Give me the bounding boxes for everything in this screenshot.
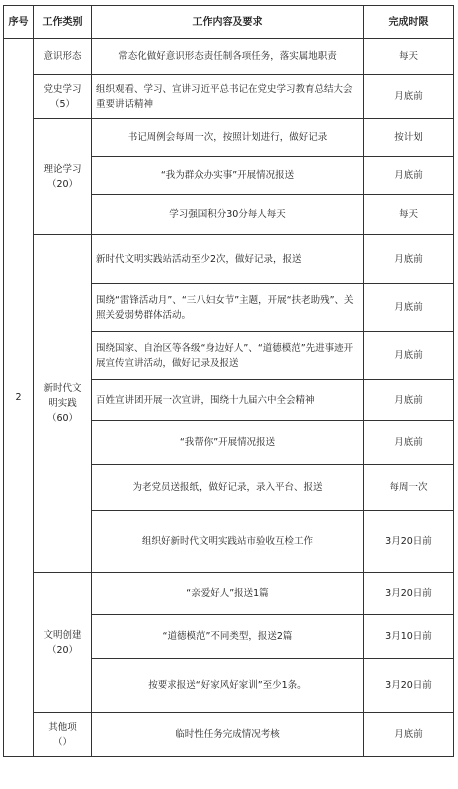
content-cell: 为老党员送报纸，做好记录，录入平台、报送 bbox=[92, 465, 364, 511]
content-cell: 常态化做好意识形态责任制各项任务，落实属地职责 bbox=[92, 39, 364, 75]
deadline-cell: 3月20日前 bbox=[364, 511, 454, 573]
header-row bbox=[4, 6, 454, 39]
category-party-history: 党史学习 （5） bbox=[34, 75, 92, 119]
content-cell: 组织观看、学习、宣讲习近平总书记在党史学习教育总结大会重要讲话精神 bbox=[92, 75, 364, 119]
content-cell: 组织好新时代文明实践站市验收互检工作 bbox=[92, 511, 364, 573]
table-row bbox=[4, 713, 454, 757]
content-cell: “我为群众办实事”开展情况报送 bbox=[92, 157, 364, 195]
content-cell: 围绕国家、自治区等各级“身边好人”、“道德模范”先进事迹开展宣传宣讲活动，做好记录及报送 bbox=[92, 332, 364, 380]
deadline-cell: 月底前 bbox=[364, 380, 454, 421]
content-cell: 新时代文明实践站活动至少2次，做好记录，报送 bbox=[92, 235, 364, 284]
table-row bbox=[4, 235, 454, 284]
content-cell: “我帮你”开展情况报送 bbox=[92, 421, 364, 465]
deadline-cell: 月底前 bbox=[364, 235, 454, 284]
deadline-cell: 按计划 bbox=[364, 119, 454, 157]
deadline-cell: 月底前 bbox=[364, 75, 454, 119]
table-row bbox=[4, 39, 454, 75]
content-cell: “道德模范”不同类型，报送2篇 bbox=[92, 615, 364, 659]
header-content: 工作内容及要求 bbox=[92, 6, 364, 39]
deadline-cell: 每周一次 bbox=[364, 465, 454, 511]
deadline-cell: 每天 bbox=[364, 39, 454, 75]
category-ideology: 意识形态 bbox=[34, 39, 92, 75]
deadline-cell: 月底前 bbox=[364, 421, 454, 465]
category-civilization-creation: 文明创建 （20） bbox=[34, 573, 92, 713]
category-theory: 理论学习 （20） bbox=[34, 119, 92, 235]
deadline-cell: 3月10日前 bbox=[364, 615, 454, 659]
content-cell: 百姓宣讲团开展一次宣讲，围绕十九届六中全会精神 bbox=[92, 380, 364, 421]
deadline-cell: 月底前 bbox=[364, 157, 454, 195]
content-cell: 书记周例会每周一次，按照计划进行，做好记录 bbox=[92, 119, 364, 157]
deadline-cell: 每天 bbox=[364, 195, 454, 235]
header-category: 工作类别 bbox=[34, 6, 92, 39]
content-cell: 按要求报送“好家风好家训”至少1条。 bbox=[92, 659, 364, 713]
table-row bbox=[4, 75, 454, 119]
deadline-cell: 月底前 bbox=[364, 284, 454, 332]
deadline-cell: 月底前 bbox=[364, 713, 454, 757]
work-table bbox=[3, 5, 454, 757]
category-civilization-practice: 新时代文 明实践 （60） bbox=[34, 235, 92, 573]
deadline-cell: 月底前 bbox=[364, 332, 454, 380]
content-cell: “亲爱好人”报送1篇 bbox=[92, 573, 364, 615]
category-other: 其他项 （） bbox=[34, 713, 92, 757]
header-deadline: 完成时限 bbox=[364, 6, 454, 39]
table-row bbox=[4, 573, 454, 615]
table-row bbox=[4, 119, 454, 157]
header-seq: 序号 bbox=[4, 6, 34, 39]
deadline-cell: 3月20日前 bbox=[364, 659, 454, 713]
seq-cell: 2 bbox=[4, 39, 34, 757]
content-cell: 学习强国积分30分每人每天 bbox=[92, 195, 364, 235]
content-cell: 临时性任务完成情况考核 bbox=[92, 713, 364, 757]
deadline-cell: 3月20日前 bbox=[364, 573, 454, 615]
content-cell: 围绕“雷锋活动月”、“三八妇女节”主题，开展“扶老助残”、关照关爱弱势群体活动。 bbox=[92, 284, 364, 332]
